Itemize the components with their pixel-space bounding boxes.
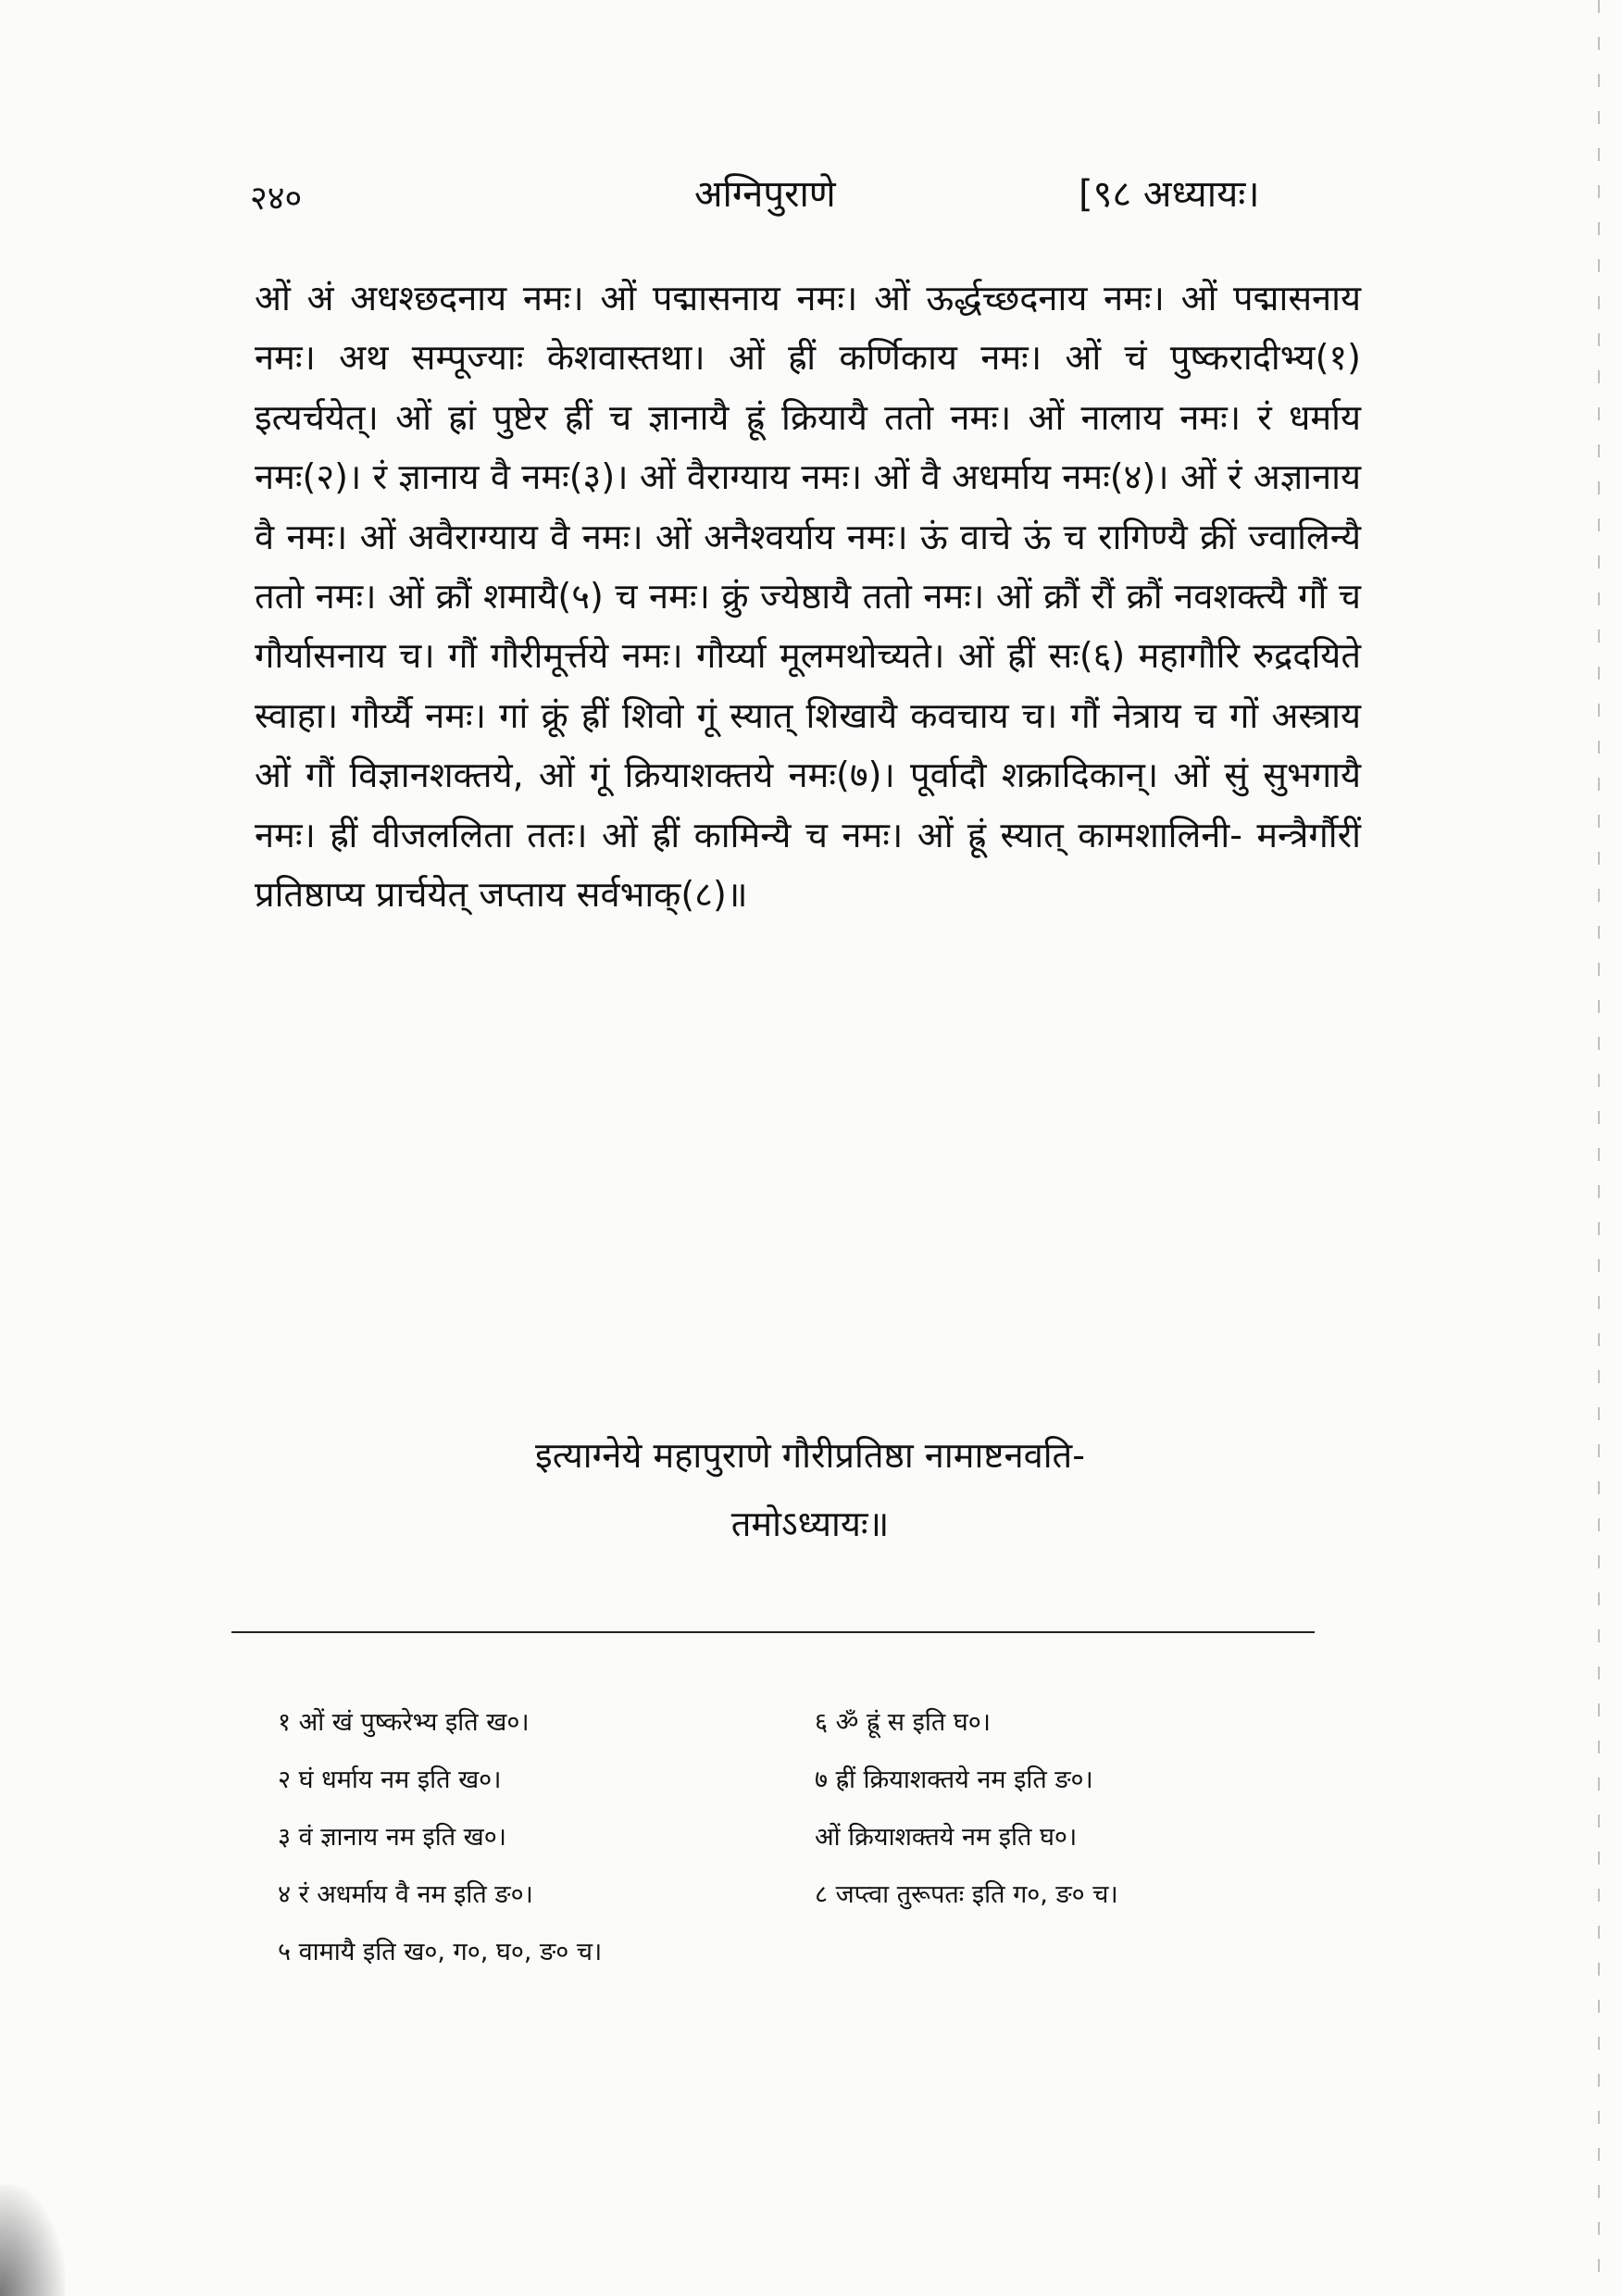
binding-edge-mark [1598,0,1600,2296]
colophon-line-2: तमोऽध्यायः॥ [730,1504,890,1544]
footnote-7: ७ ह्रीं क्रियाशक्तये नम इति ङ०। [815,1766,1093,1794]
main-text: ओं अं अधश्छदनाय नमः। ओं पद्मासनाय नमः। ओं ऊर्द्धच्छदनाय नमः। ओं पद्मासनाय नमः। अथ सम्पूज्याः केशवास्तथा। ओं ह्रीं कर्णिकाय नमः। ओं चं पुष्करादीभ्य(१) इत्यर्चयेत्। ओं ह्रां पुष्टेर ह्रीं च ज्ञानायै ह्रूं क्रियायै ततो नमः। ओं नालाय नमः। रं धर्माय नमः(२)। रं ज्ञानाय वै नमः(३)। ओं वैराग्याय नमः। ओं वै अधर्माय नमः(४)। ओं रं अज्ञानाय वै नमः। ओं अवैराग्याय वै नमः। ओं अनैश्वर्याय नमः। ऊं वाचे ऊं च रागिण्यै क्रीं ज्वालिन्यै ततो नमः। ओं क्रौं शमायै(५) च नमः। क्रुं ज्येष्ठायै ततो नमः। ओं क्रौं रौं क्रौं नवशक्त्यै गौं च गौर्यासनाय च। गौं गौरीमूर्त्तये नमः। गौर्य्या मूलमथोच्यते। ओं ह्रीं सः(६) महागौरि रुद्रदयिते स्वाहा। गौर्य्यै नमः। गां क्रूं ह्रीं शिवो गूं स्यात् शिखायै कवचाय च। गौं नेत्राय च गों अस्त्राय ओं गौं विज्ञानशक्तये, ओं गूं क्रियाशक्तये नमः(७)। पूर्वादौ शक्रादिकान्। ओं सुं सुभगायै नमः। ह्रीं वीजललिता ततः। ओं ह्रीं कामिन्यै च नमः। ओं ह्रूं स्यात् कामशालिनी- मन्त्रैर्गौरीं प्रतिष्ठाप्य प्रार्चयेत् जप्ताय सर्वभाक्(८)॥ [255,278,1361,916]
page-header [241,167,1352,222]
page-number: २४० [250,180,303,218]
chapter-colophon [306,1421,1315,1558]
footnotes-left-column [278,1694,796,1981]
footnote-divider [231,1631,1315,1633]
footnote-1: १ ओं खं पुष्करेभ्य इति ख०। [278,1708,530,1737]
footnote-7-variant: ओं क्रियाशक्तये नम इति घ०। [815,1823,1078,1852]
scan-corner-mark [0,2185,65,2296]
footnote-2: २ घं धर्माय नम इति ख०। [278,1766,502,1794]
footnote-3: ३ वं ज्ञानाय नम इति ख०। [278,1823,507,1852]
footnotes-right-column [815,1694,1333,1924]
running-title: अग्निपुराणे [694,173,836,216]
chapter-marker: [९८ अध्यायः। [1079,173,1260,216]
footnote-8: ८ जप्त्वा तुरूपतः इति ग०, ङ० च। [815,1880,1118,1909]
footnote-5: ५ वामायै इति ख०, ग०, घ०, ङ० च। [278,1938,603,1966]
colophon-line-1: इत्याग्नेये महापुराणे गौरीप्रतिष्ठा नामाष्टनवति- [535,1435,1085,1476]
footnote-4: ४ रं अधर्माय वै नम इति ङ०। [278,1880,533,1909]
footnote-6: ६ ॐ ह्रूं स इति घ०। [815,1708,992,1737]
